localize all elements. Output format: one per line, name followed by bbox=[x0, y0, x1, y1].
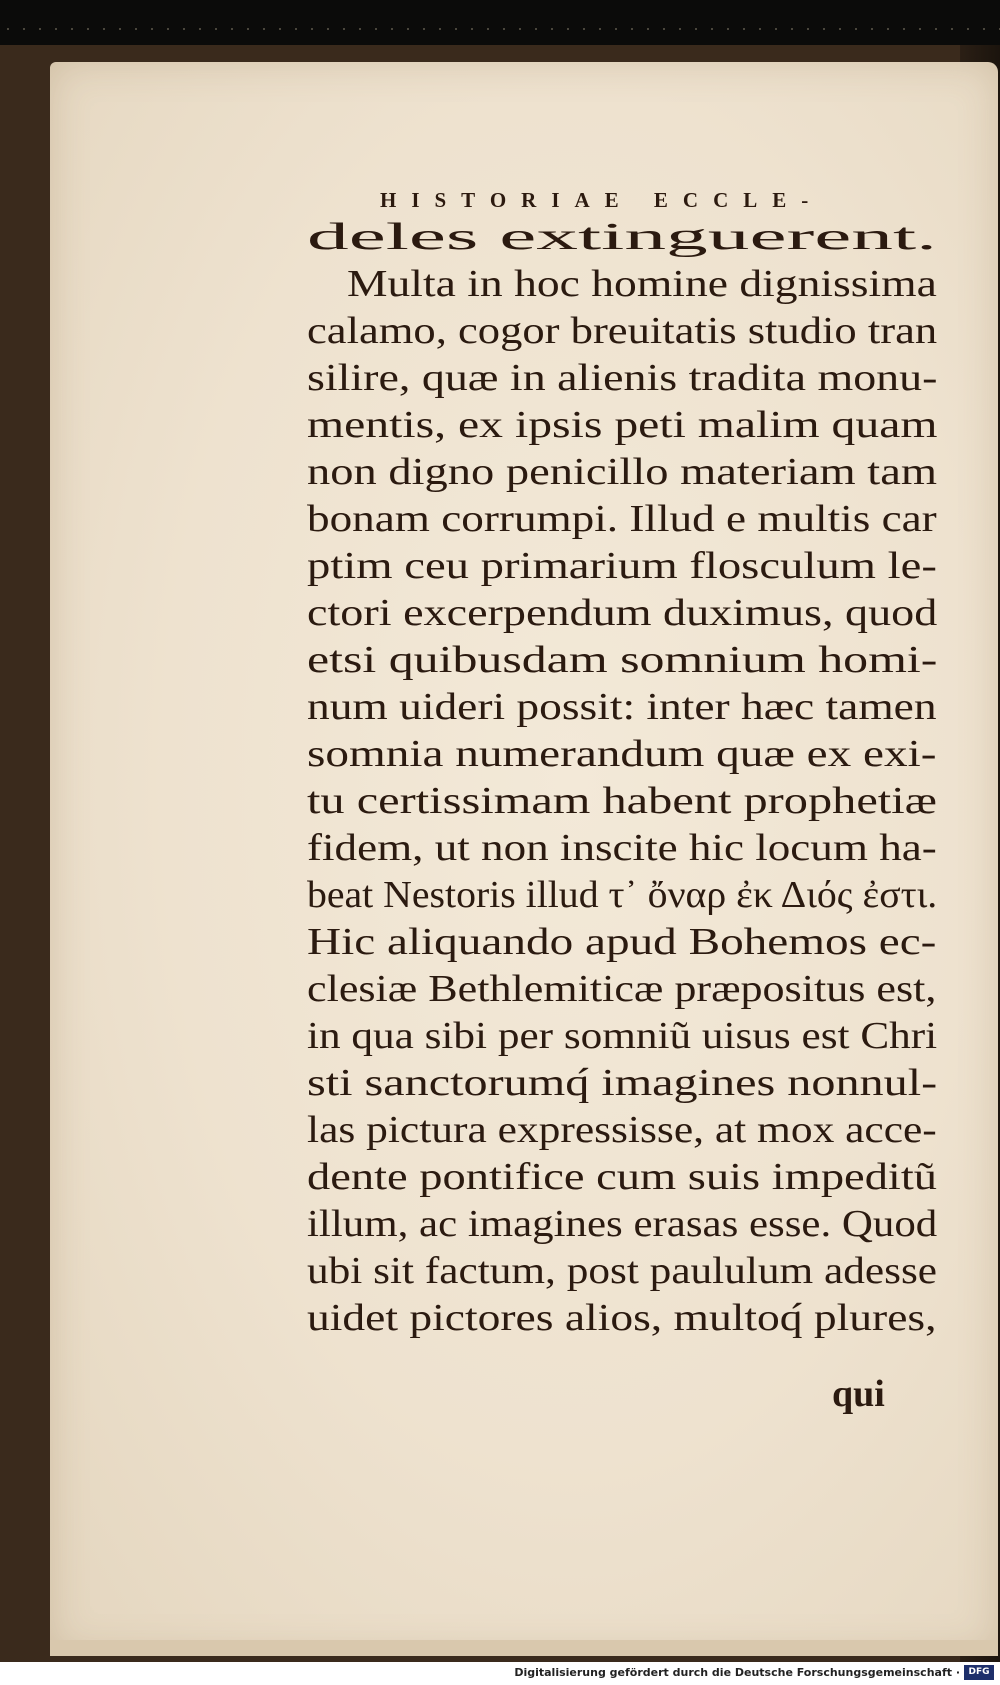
text-line: mentis, ex ipsis peti malim quam bbox=[307, 404, 938, 446]
page-bottom-edge bbox=[50, 1640, 998, 1656]
running-head: HISTORIAE ECCLE- bbox=[380, 188, 824, 212]
text-line: Multa in hoc homine dignissima bbox=[347, 263, 937, 305]
footer-bar bbox=[0, 1662, 1000, 1685]
text-line: etsi quibusdam somnium homi- bbox=[307, 639, 938, 681]
dfg-logo[interactable]: DFG bbox=[964, 1665, 994, 1680]
text-line: bonam corrumpi. Illud e multis car bbox=[307, 498, 937, 540]
text-line: uidet pictores alios, multoq́ plures, bbox=[307, 1297, 937, 1339]
ruler-dots bbox=[0, 28, 1000, 30]
text-line: Hic aliquando apud Bohemos ec- bbox=[307, 921, 937, 963]
text-line: fidem, ut non inscite hic locum ha- bbox=[307, 827, 937, 869]
text-line: illum, ac imagines erasas esse. Quod bbox=[307, 1203, 938, 1245]
text-line: somnia numerandum quæ ex exi- bbox=[307, 733, 937, 775]
catchword: qui bbox=[832, 1373, 885, 1415]
text-line: tu certissimam habent prophetiæ bbox=[307, 780, 937, 822]
text-line: las pictura expressisse, at mox acce- bbox=[307, 1109, 937, 1151]
funding-credit: Digitalisierung gefördert durch die Deutsche Forschungsgemeinschaft · bbox=[514, 1666, 960, 1679]
text-line: calamo, cogor breuitatis studio tran bbox=[307, 310, 938, 352]
text-line: beat Nestoris illud τ᾽ ὄναρ ἐκ Διός ἐστι. bbox=[307, 874, 938, 916]
text-line: num uideri possit: inter hæc tamen bbox=[307, 686, 937, 728]
text-line: non digno penicillo materiam tam bbox=[307, 451, 937, 493]
text-line: in qua sibi per somniũ uisus est Chri bbox=[307, 1015, 938, 1057]
text-line: dente pontifice cum suis impeditũ bbox=[307, 1156, 938, 1198]
text-line: ptim ceu primarium flosculum le- bbox=[307, 545, 937, 587]
text-line: silire, quæ in alienis tradita monu- bbox=[307, 357, 938, 399]
text-line: ubi sit factum, post paululum adesse bbox=[307, 1250, 938, 1292]
text-line: ctori excerpendum duximus, quod bbox=[307, 592, 938, 634]
text-line: clesiæ Bethlemiticæ præpositus est, bbox=[307, 968, 937, 1010]
text-line: deles extinguerent. bbox=[307, 216, 938, 258]
text-line: sti sanctorumq́ imagines nonnul- bbox=[307, 1062, 938, 1104]
